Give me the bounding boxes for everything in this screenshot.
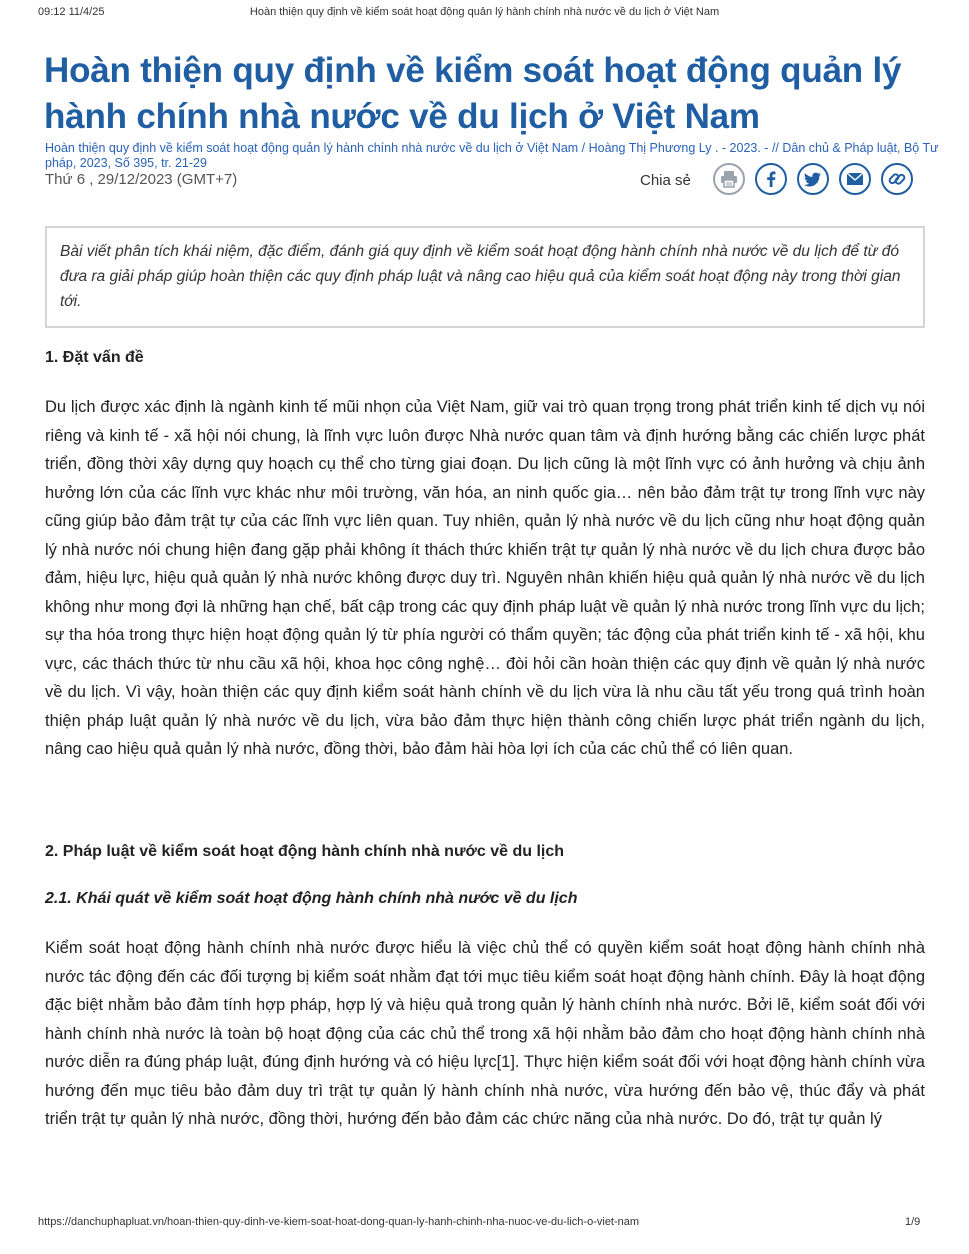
section-2-1-paragraph: Kiểm soát hoạt động hành chính nhà nước được hiểu là việc chủ thể có quyền kiểm soát hoạt động hành chính nhà nước tác động đến các đối tượng bị kiểm soát nhằm đạt tới mục tiêu kiểm soát hoạt động hành chính. Đây là hoạt động đặc biệt nhằm bảo đảm tính hợp pháp, hợp lý và hiệu quả trong quản lý hành chính nhà nước. Bởi lẽ, kiểm soát đối với hành chính nhà nước là toàn bộ hoạt động của các chủ thể trong xã hội nhằm bảo đảm cho hoạt động hành chính nhà nước diễn ra đúng pháp luật, đúng định hướng và có hiệu lực[1]. Thực hiện kiểm soát đối với hoạt động hành chính vừa hướng đến mục tiêu bảo đảm duy trì trật tự quản lý hành chính nhà nước, vừa hướng đến bảo vệ, thúc đẩy và phát triển trật tự quản lý nhà nước, đồng thời, hướng đến bảo đảm các chức năng của nhà nước. Do đó, trật tự quản lý — [45, 939, 925, 1128]
page-number: 1/9 — [905, 1216, 921, 1228]
share-facebook-button[interactable] — [755, 163, 787, 195]
share-link-button[interactable] — [881, 163, 913, 195]
section-1-paragraph: Du lịch được xác định là ngành kinh tế mũi nhọn của Việt Nam, giữ vai trò quan trọng trong phát triển kinh tế dịch vụ nói riêng và kinh tế - xã hội nói chung, là lĩnh vực luôn được Nhà nước quan tâm và định hướng bằng các chiến lược phát triển, đồng thời xây dựng quy hoạch cụ thể cho từng giai đoạn. Du lịch cũng là một lĩnh vực có ảnh hưởng và chịu ảnh hưởng lớn của các lĩnh vực khác như môi trường, văn hóa, an ninh quốc gia… nên bảo đảm trật tự trong lĩnh vực này cũng giúp bảo đảm trật tự của các lĩnh vực liên quan. Tuy nhiên, quản lý nhà nước về du lịch cũng như hoạt động quản lý nhà nước nói chung hiện đang gặp phải không ít thách thức khiến trật tự quản lý nhà nước về du lịch chưa được bảo đảm, hiệu lực, hiệu quả quản lý nhà nước không được duy trì. Nguyên nhân khiến hiệu quả quản lý nhà nước về du lịch không như mong đợi là những hạn chế, bất cập trong các quy định pháp luật về quản lý nhà nước trong lĩnh vực du lịch; sự tha hóa trong thực hiện hoạt động quản lý từ phía người có thẩm quyền; tác động của phát triển kinh tế - xã hội, khu vực, các thách thức từ nhu cầu xã hội, khoa học công nghệ… đòi hỏi cần hoàn thiện các quy định về quản lý nhà nước về du lịch. Vì vậy, hoàn thiện các quy định kiểm soát hành chính về du lịch vừa là nhu cầu tất yếu trong quá trình hoàn thiện pháp luật quản lý nhà nước về du lịch, vừa bảo đảm thực hiện thành công chiến lược phát triển ngành du lịch, nâng cao hiệu quả quản lý nhà nước, đồng thời, bảo đảm hài hòa lợi ích của các chủ thể có liên quan. — [45, 398, 925, 758]
print-icon — [719, 169, 739, 189]
twitter-icon — [803, 169, 823, 189]
print-time: 09:12 11/4/25 — [38, 6, 105, 18]
share-label: Chia sẻ — [640, 172, 691, 189]
print-header — [0, 6, 969, 22]
facebook-icon — [761, 169, 781, 189]
print-page-title: Hoàn thiện quy định về kiểm soát hoạt động quản lý hành chính nhà nước về du lịch ở Việt Nam — [249, 6, 720, 18]
link-icon — [887, 169, 907, 189]
section-2-1-heading: 2.1. Khái quát về kiểm soát hoạt động hành chính nhà nước về du lịch — [45, 890, 578, 907]
email-icon — [845, 169, 865, 189]
share-print-button[interactable] — [713, 163, 745, 195]
article-summary — [45, 226, 925, 328]
citation-link[interactable]: Hoàn thiện quy định về kiểm soát hoạt động quản lý hành chính nhà nước về du lịch ở Việt Nam / Hoàng Thị Phương Ly . - 2023. - // Dân chủ & Pháp luật, Bộ Tư pháp, 2023, Số 395, tr. 21-29 — [45, 141, 939, 170]
share-email-button[interactable] — [839, 163, 871, 195]
page-url: https://danchuphapluat.vn/hoan-thien-quy-dinh-ve-kiem-soat-hoat-dong-quan-ly-hanh-chinh-nha-nuoc-ve-du-lich-o-viet-nam — [38, 1216, 640, 1228]
section-2-heading: 2. Pháp luật về kiểm soát hoạt động hành chính nhà nước về du lịch — [45, 843, 565, 860]
summary-text: Bài viết phân tích khái niệm, đặc điểm, đánh giá quy định về kiểm soát hoạt động hành chính nhà nước về du lịch để từ đó đưa ra giải pháp giúp hoàn thiện các quy định pháp luật và nâng cao hiệu quả của kiểm soát hoạt động này trong thời gian tới. — [60, 243, 901, 310]
share-twitter-button[interactable] — [797, 163, 829, 195]
article-title: Hoàn thiện quy định về kiểm soát hoạt động quản lý hành chính nhà nước về du lịch ở Việt Nam — [44, 51, 902, 136]
publish-date: Thứ 6 , 29/12/2023 (GMT+7) — [45, 171, 238, 188]
section-1-heading: 1. Đặt vấn đề — [45, 349, 144, 366]
